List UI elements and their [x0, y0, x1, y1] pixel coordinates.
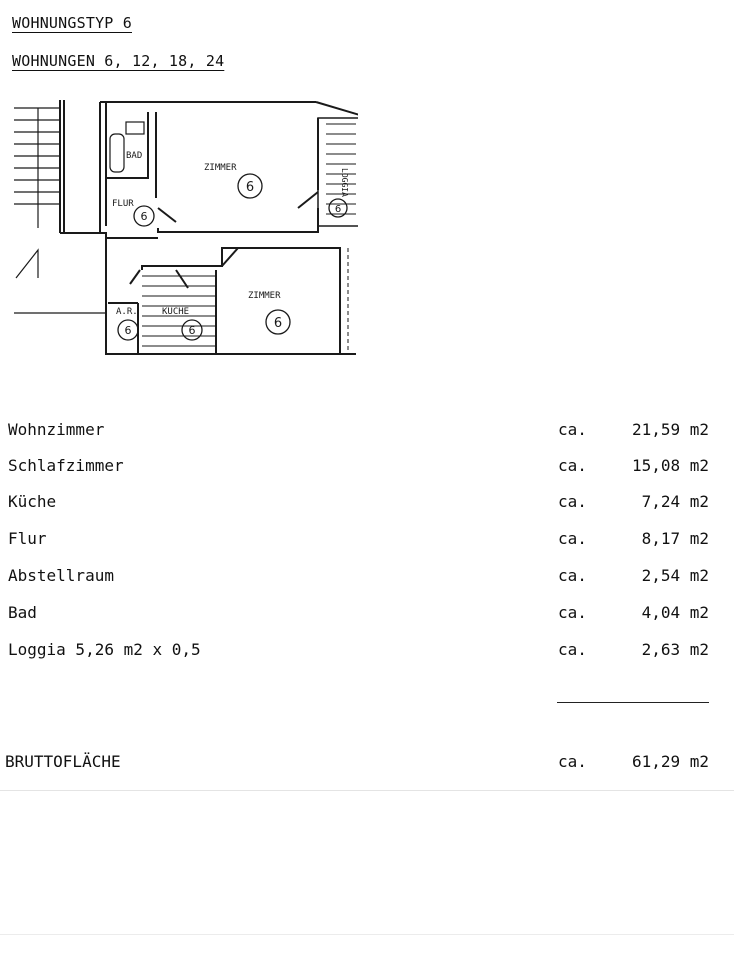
room-row: [0, 456, 734, 480]
room-row: [0, 566, 734, 590]
room-number-zimmer-top: 6: [245, 180, 255, 195]
apartment-type-title: WOHNUNGSTYP 6: [12, 14, 132, 32]
room-area: 4,04 m2: [641, 603, 709, 622]
room-row: [0, 603, 734, 627]
room-row: [0, 529, 734, 553]
floor-plan-drawing: [8, 98, 358, 360]
approx-label: ca.: [558, 603, 587, 622]
label-zimmer-bottom: ZIMMER: [248, 291, 281, 301]
room-number-kueche: 6: [188, 324, 196, 337]
label-flur: FLUR: [112, 199, 134, 209]
room-number-abstellraum: 6: [124, 324, 132, 337]
sum-line: [557, 702, 709, 703]
room-number-loggia: 6: [334, 204, 342, 215]
approx-label: ca.: [558, 752, 587, 771]
total-label: BRUTTOFLÄCHE: [5, 752, 121, 771]
room-area: 8,17 m2: [641, 529, 709, 548]
apartment-units-line: WOHNUNGEN 6, 12, 18, 24: [12, 52, 225, 70]
room-name: Loggia 5,26 m2 x 0,5: [8, 640, 201, 659]
total-row: [0, 752, 734, 776]
room-name: Wohnzimmer: [8, 420, 105, 439]
room-name: Küche: [8, 492, 57, 511]
approx-label: ca.: [558, 420, 587, 439]
approx-label: ca.: [558, 492, 587, 511]
approx-label: ca.: [558, 566, 587, 585]
room-area: 21,59 m2: [631, 420, 709, 439]
room-number-flur: 6: [140, 210, 148, 223]
approx-label: ca.: [558, 529, 587, 548]
room-name: Schlafzimmer: [8, 456, 124, 475]
approx-label: ca.: [558, 640, 587, 659]
divider: [0, 934, 734, 935]
room-area: 2,63 m2: [641, 640, 709, 659]
room-name: Abstellraum: [8, 566, 114, 585]
room-area: 15,08 m2: [631, 456, 709, 475]
approx-label: ca.: [558, 456, 587, 475]
divider: [0, 790, 734, 791]
label-kueche: KÜCHE: [162, 307, 190, 317]
label-abstellraum: A.R.: [116, 307, 138, 317]
total-area: 61,29 m2: [631, 752, 709, 771]
room-row: [0, 640, 734, 664]
room-number-zimmer-bottom: 6: [273, 316, 283, 331]
room-row: [0, 492, 734, 516]
label-bad: BAD: [126, 151, 143, 161]
room-area: 2,54 m2: [641, 566, 709, 585]
label-loggia: LOGGIA: [340, 168, 349, 197]
room-name: Flur: [8, 529, 47, 548]
room-row: [0, 420, 734, 444]
room-area: 7,24 m2: [641, 492, 709, 511]
label-zimmer-top: ZIMMER: [204, 163, 237, 173]
room-name: Bad: [8, 603, 37, 622]
